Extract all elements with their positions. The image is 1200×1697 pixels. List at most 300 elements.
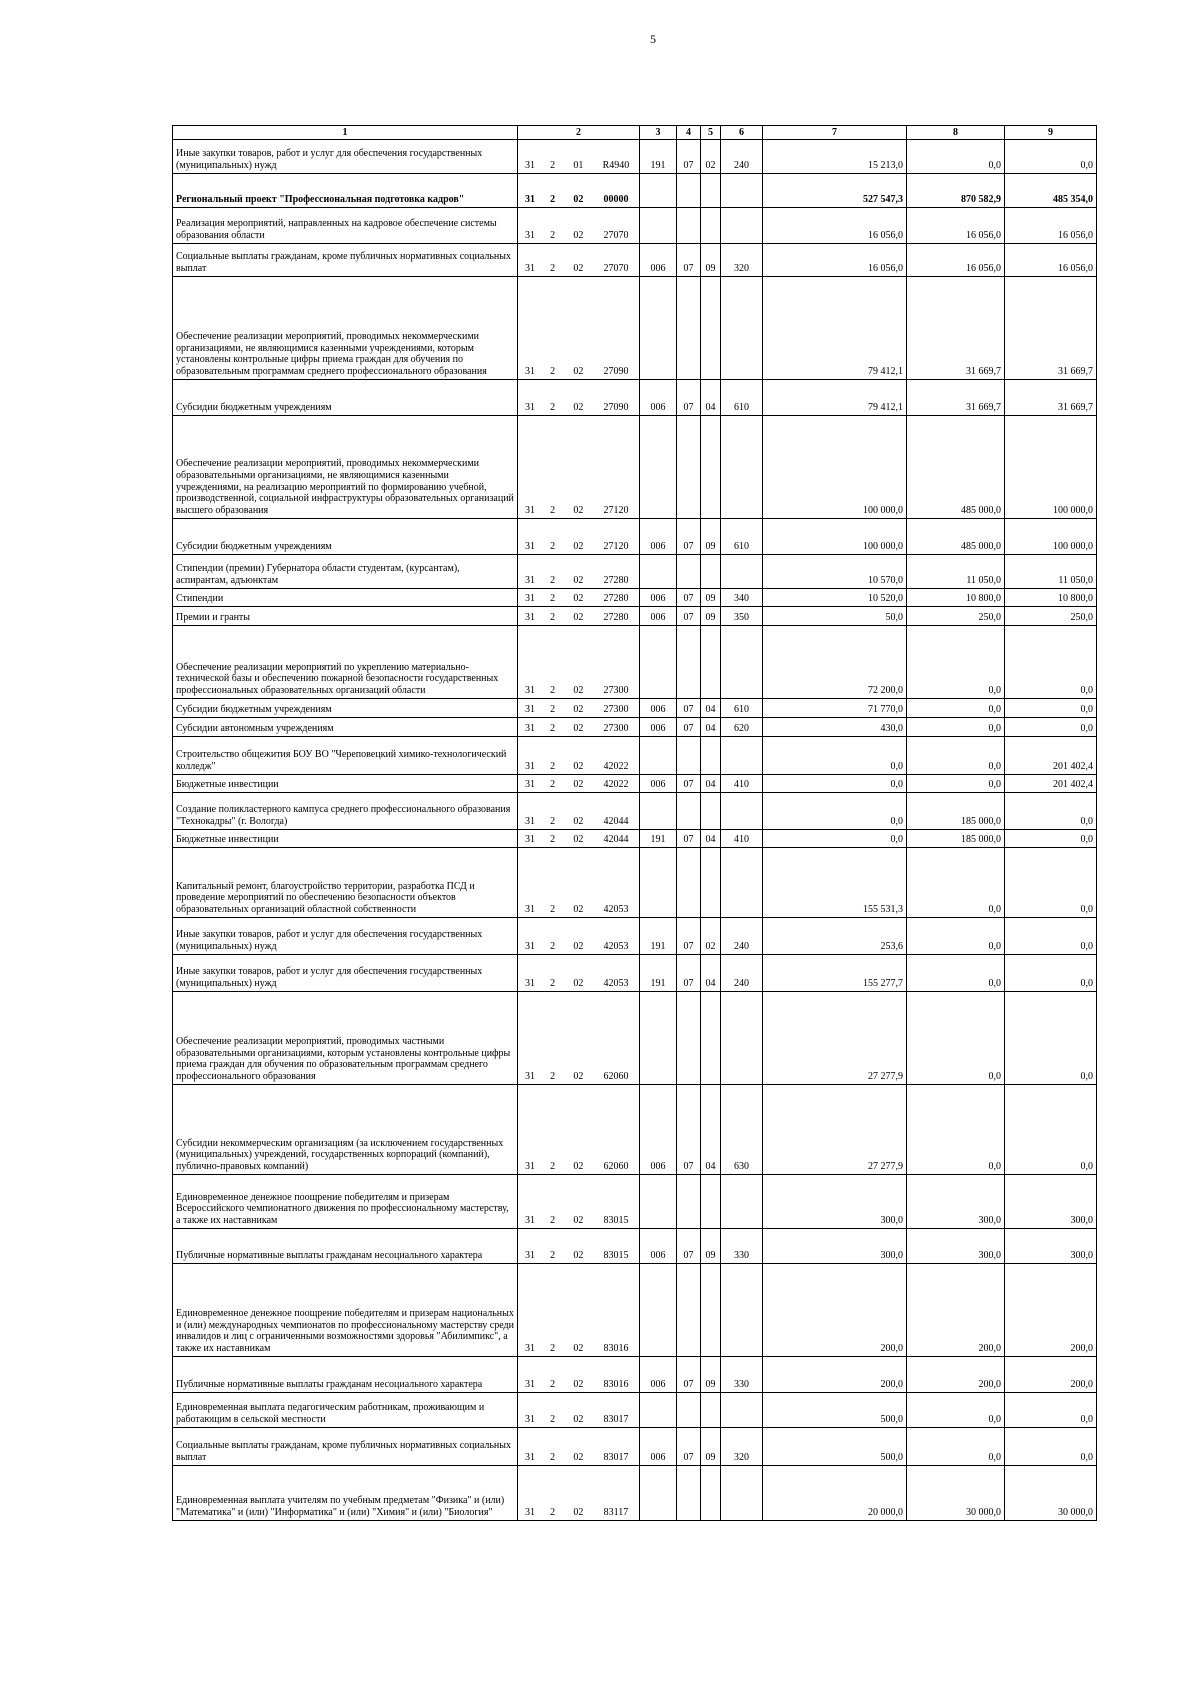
ministry-code: 006 [640,1357,677,1393]
code-part: 83016 [603,1343,629,1355]
expense-type-code [721,626,763,699]
code-part: 62060 [603,1161,629,1173]
target-article-code [518,626,640,699]
item-name: Единовременное денежное поощрение победителям и призерам Всероссийского чемпионатного движения по профессиональному мастерству, а также их наставникам [173,1175,518,1229]
expense-type-code: 620 [721,718,763,737]
code-part: 02 [573,366,584,378]
amount-col-7: 71 770,0 [763,699,907,718]
code-part: 27300 [603,704,629,716]
code-part: 02 [573,505,584,517]
subsection-code: 09 [701,519,721,555]
code-part: 42022 [603,761,629,773]
amount-col-8: 0,0 [907,1085,1005,1175]
budget-table [172,125,1097,1521]
amount-col-9: 0,0 [1005,955,1097,992]
item-name: Бюджетные инвестиции [173,830,518,848]
code-part: 31 [525,1414,535,1426]
code-part: 42022 [603,779,629,791]
code-part: 31 [525,1250,535,1262]
table-row [173,277,1097,380]
code-part: 27070 [603,230,629,242]
amount-col-8: 0,0 [907,718,1005,737]
amount-col-9: 200,0 [1005,1357,1097,1393]
code-part: 02 [573,904,584,916]
subsection-code [701,555,721,589]
code-part: 83015 [603,1250,629,1262]
code-part: 31 [525,1343,535,1355]
code-part: 02 [573,263,584,275]
amount-col-7: 15 213,0 [763,140,907,174]
expense-type-code: 330 [721,1357,763,1393]
code-part: 02 [573,1161,584,1173]
amount-col-7: 27 277,9 [763,1085,907,1175]
code-part: 2 [550,941,556,953]
code-part: 2 [550,1250,556,1262]
code-part: 2 [550,194,556,206]
expense-type-code: 240 [721,955,763,992]
code-part: 27070 [603,263,629,275]
section-code: 07 [677,607,701,626]
expense-type-code [721,416,763,519]
item-name: Иные закупки товаров, работ и услуг для обеспечения государственных (муниципальных) нужд [173,955,518,992]
subsection-code [701,208,721,244]
amount-col-9: 0,0 [1005,830,1097,848]
code-part: 2 [550,505,556,517]
table-row [173,955,1097,992]
code-part: 2 [550,704,556,716]
ministry-code: 006 [640,699,677,718]
amount-col-8: 31 669,7 [907,277,1005,380]
expense-type-code [721,992,763,1085]
ministry-code: 006 [640,607,677,626]
amount-col-7: 200,0 [763,1357,907,1393]
code-part: 2 [550,1215,556,1227]
amount-col-9: 200,0 [1005,1264,1097,1357]
subsection-code [701,1393,721,1428]
table-row [173,793,1097,830]
amount-col-7: 155 531,3 [763,848,907,918]
code-part: 31 [525,761,535,773]
amount-col-8: 250,0 [907,607,1005,626]
amount-col-7: 300,0 [763,1175,907,1229]
code-part: R4940 [602,160,630,172]
code-part: 2 [550,1343,556,1355]
amount-col-7: 50,0 [763,607,907,626]
amount-col-8: 0,0 [907,848,1005,918]
column-header: 8 [907,126,1005,140]
code-part: 2 [550,779,556,791]
item-name: Единовременная выплата учителям по учебным предметам "Физика" и (или) "Математика" и (или) "Информатика" и (или) "Химия" и (или) "Биология" [173,1466,518,1521]
section-code: 07 [677,1428,701,1466]
amount-col-9: 0,0 [1005,793,1097,830]
section-code: 07 [677,775,701,793]
code-part: 31 [525,779,535,791]
amount-col-7: 500,0 [763,1393,907,1428]
ministry-code: 006 [640,1229,677,1264]
ministry-code [640,1264,677,1357]
amount-col-8: 30 000,0 [907,1466,1005,1521]
amount-col-9: 0,0 [1005,992,1097,1085]
code-part: 83017 [603,1452,629,1464]
code-part: 83017 [603,1414,629,1426]
section-code: 07 [677,699,701,718]
code-part: 02 [573,978,584,990]
amount-col-8: 0,0 [907,992,1005,1085]
amount-col-7: 0,0 [763,737,907,775]
section-code [677,208,701,244]
code-part: 2 [550,1507,556,1519]
code-part: 02 [573,1379,584,1391]
subsection-code [701,174,721,208]
ministry-code: 191 [640,955,677,992]
section-code [677,555,701,589]
table-row [173,718,1097,737]
target-article-code [518,1357,640,1393]
column-header: 6 [721,126,763,140]
code-part: 2 [550,402,556,414]
item-name: Публичные нормативные выплаты гражданам несоциального характера [173,1357,518,1393]
table-row [173,775,1097,793]
table-row [173,1085,1097,1175]
section-code [677,277,701,380]
code-part: 02 [573,402,584,414]
code-part: 02 [573,779,584,791]
target-article-code [518,140,640,174]
ministry-code: 006 [640,244,677,277]
section-code: 07 [677,244,701,277]
code-part: 62060 [603,1071,629,1083]
expense-type-code [721,1393,763,1428]
amount-col-7: 79 412,1 [763,380,907,416]
ministry-code: 006 [640,1428,677,1466]
amount-col-8: 485 000,0 [907,519,1005,555]
section-code: 07 [677,140,701,174]
code-part: 02 [573,816,584,828]
table-row [173,626,1097,699]
amount-col-8: 185 000,0 [907,830,1005,848]
subsection-code [701,626,721,699]
amount-col-9: 16 056,0 [1005,244,1097,277]
target-article-code [518,1393,640,1428]
item-name: Стипендии [173,589,518,607]
amount-col-9: 0,0 [1005,1428,1097,1466]
amount-col-8: 0,0 [907,140,1005,174]
code-part: 02 [573,612,584,624]
code-part: 02 [573,541,584,553]
amount-col-8: 16 056,0 [907,208,1005,244]
amount-col-8: 10 800,0 [907,589,1005,607]
ministry-code [640,848,677,918]
table-row [173,589,1097,607]
amount-col-9: 0,0 [1005,918,1097,955]
expense-type-code: 610 [721,380,763,416]
code-part: 31 [525,1215,535,1227]
item-name: Субсидии некоммерческим организациям (за исключением государственных (муниципальных) учреждений, государственных корпораций (компаний), публично-правовых компаний) [173,1085,518,1175]
code-part: 01 [573,160,584,172]
item-name: Субсидии бюджетным учреждениям [173,380,518,416]
section-code [677,1175,701,1229]
table-row [173,140,1097,174]
table-row [173,1357,1097,1393]
code-part: 02 [573,1250,584,1262]
amount-col-8: 0,0 [907,1428,1005,1466]
ministry-code [640,174,677,208]
amount-col-9: 100 000,0 [1005,416,1097,519]
subsection-code [701,737,721,775]
amount-col-7: 20 000,0 [763,1466,907,1521]
subsection-code: 09 [701,1229,721,1264]
code-part: 31 [525,816,535,828]
section-code [677,737,701,775]
section-code: 07 [677,1085,701,1175]
target-article-code [518,775,640,793]
target-article-code [518,589,640,607]
section-code [677,1264,701,1357]
item-name: Социальные выплаты гражданам, кроме публичных нормативных социальных выплат [173,244,518,277]
subsection-code [701,1175,721,1229]
section-code: 07 [677,955,701,992]
code-part: 27300 [603,723,629,735]
ministry-code: 006 [640,718,677,737]
code-part: 83117 [603,1507,629,1519]
code-part: 27090 [603,366,629,378]
table-row [173,174,1097,208]
amount-col-8: 0,0 [907,737,1005,775]
ministry-code: 006 [640,775,677,793]
item-name: Иные закупки товаров, работ и услуг для обеспечения государственных (муниципальных) нужд [173,140,518,174]
item-name: Региональный проект "Профессиональная подготовка кадров" [173,174,518,208]
ministry-code: 006 [640,589,677,607]
table-row [173,380,1097,416]
amount-col-9: 0,0 [1005,626,1097,699]
amount-col-7: 10 520,0 [763,589,907,607]
code-part: 02 [573,685,584,697]
item-name: Капитальный ремонт, благоустройство территории, разработка ПСД и проведение мероприятий по обеспечению безопасности объектов образовательных организаций областной собственности [173,848,518,918]
code-part: 31 [525,1507,535,1519]
amount-col-8: 0,0 [907,918,1005,955]
amount-col-8: 16 056,0 [907,244,1005,277]
amount-col-9: 100 000,0 [1005,519,1097,555]
ministry-code: 191 [640,918,677,955]
section-code: 07 [677,589,701,607]
target-article-code [518,380,640,416]
target-article-code [518,277,640,380]
section-code: 07 [677,1229,701,1264]
expense-type-code: 410 [721,830,763,848]
subsection-code: 04 [701,955,721,992]
table-body [173,140,1097,1521]
target-article-code [518,607,640,626]
amount-col-8: 485 000,0 [907,416,1005,519]
code-part: 2 [550,1161,556,1173]
item-name: Бюджетные инвестиции [173,775,518,793]
amount-col-7: 253,6 [763,918,907,955]
amount-col-9: 31 669,7 [1005,277,1097,380]
subsection-code: 04 [701,718,721,737]
item-name: Стипендии (премии) Губернатора области студентам, (курсантам), аспирантам, адъюнктам [173,555,518,589]
subsection-code [701,277,721,380]
code-part: 31 [525,230,535,242]
expense-type-code: 240 [721,918,763,955]
amount-col-7: 430,0 [763,718,907,737]
code-part: 31 [525,834,535,846]
table-row [173,992,1097,1085]
ministry-code: 006 [640,1085,677,1175]
expense-type-code: 630 [721,1085,763,1175]
subsection-code: 09 [701,607,721,626]
table-row [173,1428,1097,1466]
amount-col-7: 500,0 [763,1428,907,1466]
expense-type-code: 330 [721,1229,763,1264]
amount-col-8: 300,0 [907,1229,1005,1264]
code-part: 42053 [603,904,629,916]
code-part: 42044 [603,834,629,846]
target-article-code [518,955,640,992]
subsection-code: 09 [701,589,721,607]
item-name: Премии и гранты [173,607,518,626]
column-header: 7 [763,126,907,140]
ministry-code: 006 [640,380,677,416]
code-part: 31 [525,194,535,206]
expense-type-code [721,208,763,244]
expense-type-code: 240 [721,140,763,174]
subsection-code: 04 [701,380,721,416]
amount-col-9: 485 354,0 [1005,174,1097,208]
amount-col-9: 30 000,0 [1005,1466,1097,1521]
amount-col-7: 16 056,0 [763,208,907,244]
item-name: Обеспечение реализации мероприятий, проводимых некоммерческими организациями, не являющимися казенными учреждениями, которым установлены контрольные цифры приема граждан для обучения по образовательным программам среднего профессионального образования [173,277,518,380]
subsection-code: 04 [701,830,721,848]
target-article-code [518,1264,640,1357]
ministry-code [640,1175,677,1229]
item-name: Субсидии автономным учреждениям [173,718,518,737]
section-code: 07 [677,718,701,737]
expense-type-code: 320 [721,1428,763,1466]
column-header: 4 [677,126,701,140]
ministry-code [640,416,677,519]
expense-type-code [721,277,763,380]
amount-col-9: 300,0 [1005,1229,1097,1264]
ministry-code: 191 [640,830,677,848]
expense-type-code: 340 [721,589,763,607]
subsection-code: 04 [701,699,721,718]
code-part: 27300 [603,685,629,697]
ministry-code [640,626,677,699]
code-part: 31 [525,593,535,605]
amount-col-8: 870 582,9 [907,174,1005,208]
target-article-code [518,555,640,589]
subsection-code: 09 [701,244,721,277]
code-part: 02 [573,941,584,953]
amount-col-7: 100 000,0 [763,416,907,519]
subsection-code: 02 [701,140,721,174]
code-part: 2 [550,1452,556,1464]
ministry-code: 006 [640,519,677,555]
code-part: 02 [573,761,584,773]
code-part: 02 [573,723,584,735]
ministry-code [640,1466,677,1521]
amount-col-9: 11 050,0 [1005,555,1097,589]
table-row [173,918,1097,955]
code-part: 2 [550,575,556,587]
amount-col-7: 155 277,7 [763,955,907,992]
amount-col-9: 0,0 [1005,1393,1097,1428]
ministry-code [640,992,677,1085]
item-name: Социальные выплаты гражданам, кроме публичных нормативных социальных выплат [173,1428,518,1466]
target-article-code [518,244,640,277]
expense-type-code [721,793,763,830]
subsection-code: 09 [701,1428,721,1466]
ministry-code: 191 [640,140,677,174]
amount-col-7: 300,0 [763,1229,907,1264]
expense-type-code: 320 [721,244,763,277]
code-part: 31 [525,160,535,172]
amount-col-8: 0,0 [907,626,1005,699]
code-part: 27090 [603,402,629,414]
item-name: Публичные нормативные выплаты гражданам несоциального характера [173,1229,518,1264]
item-name: Обеспечение реализации мероприятий по укреплению материально-технической базы и обеспечению пожарной безопасности государственных профессиональных образовательных организаций области [173,626,518,699]
target-article-code [518,699,640,718]
table-row [173,607,1097,626]
section-code: 07 [677,1357,701,1393]
item-name: Строительство общежития БОУ ВО "Череповецкий химико-технологический колледж" [173,737,518,775]
amount-col-9: 201 402,4 [1005,737,1097,775]
code-part: 2 [550,366,556,378]
section-code: 07 [677,519,701,555]
amount-col-9: 250,0 [1005,607,1097,626]
code-part: 02 [573,1215,584,1227]
code-part: 31 [525,1379,535,1391]
code-part: 2 [550,593,556,605]
target-article-code [518,992,640,1085]
code-part: 31 [525,978,535,990]
code-part: 02 [573,1071,584,1083]
item-name: Единовременная выплата педагогическим работникам, проживающим и работающим в сельской местности [173,1393,518,1428]
table-row [173,555,1097,589]
ministry-code [640,1393,677,1428]
target-article-code [518,918,640,955]
code-part: 27120 [603,505,629,517]
table-row [173,208,1097,244]
code-part: 2 [550,761,556,773]
page-number: 5 [650,32,656,46]
amount-col-9: 0,0 [1005,718,1097,737]
code-part: 31 [525,723,535,735]
expense-type-code [721,1175,763,1229]
target-article-code [518,793,640,830]
amount-col-9: 31 669,7 [1005,380,1097,416]
subsection-code [701,992,721,1085]
amount-col-9: 10 800,0 [1005,589,1097,607]
target-article-code [518,1085,640,1175]
code-part: 2 [550,541,556,553]
expense-type-code: 410 [721,775,763,793]
subsection-code: 04 [701,1085,721,1175]
target-article-code [518,208,640,244]
amount-col-9: 201 402,4 [1005,775,1097,793]
section-code [677,1466,701,1521]
table-row [173,1393,1097,1428]
table-row [173,244,1097,277]
amount-col-8: 300,0 [907,1175,1005,1229]
code-part: 02 [573,194,584,206]
code-part: 31 [525,1452,535,1464]
item-name: Реализация мероприятий, направленных на кадровое обеспечение системы образования области [173,208,518,244]
target-article-code [518,848,640,918]
target-article-code [518,718,640,737]
code-part: 02 [573,1414,584,1426]
code-part: 2 [550,723,556,735]
